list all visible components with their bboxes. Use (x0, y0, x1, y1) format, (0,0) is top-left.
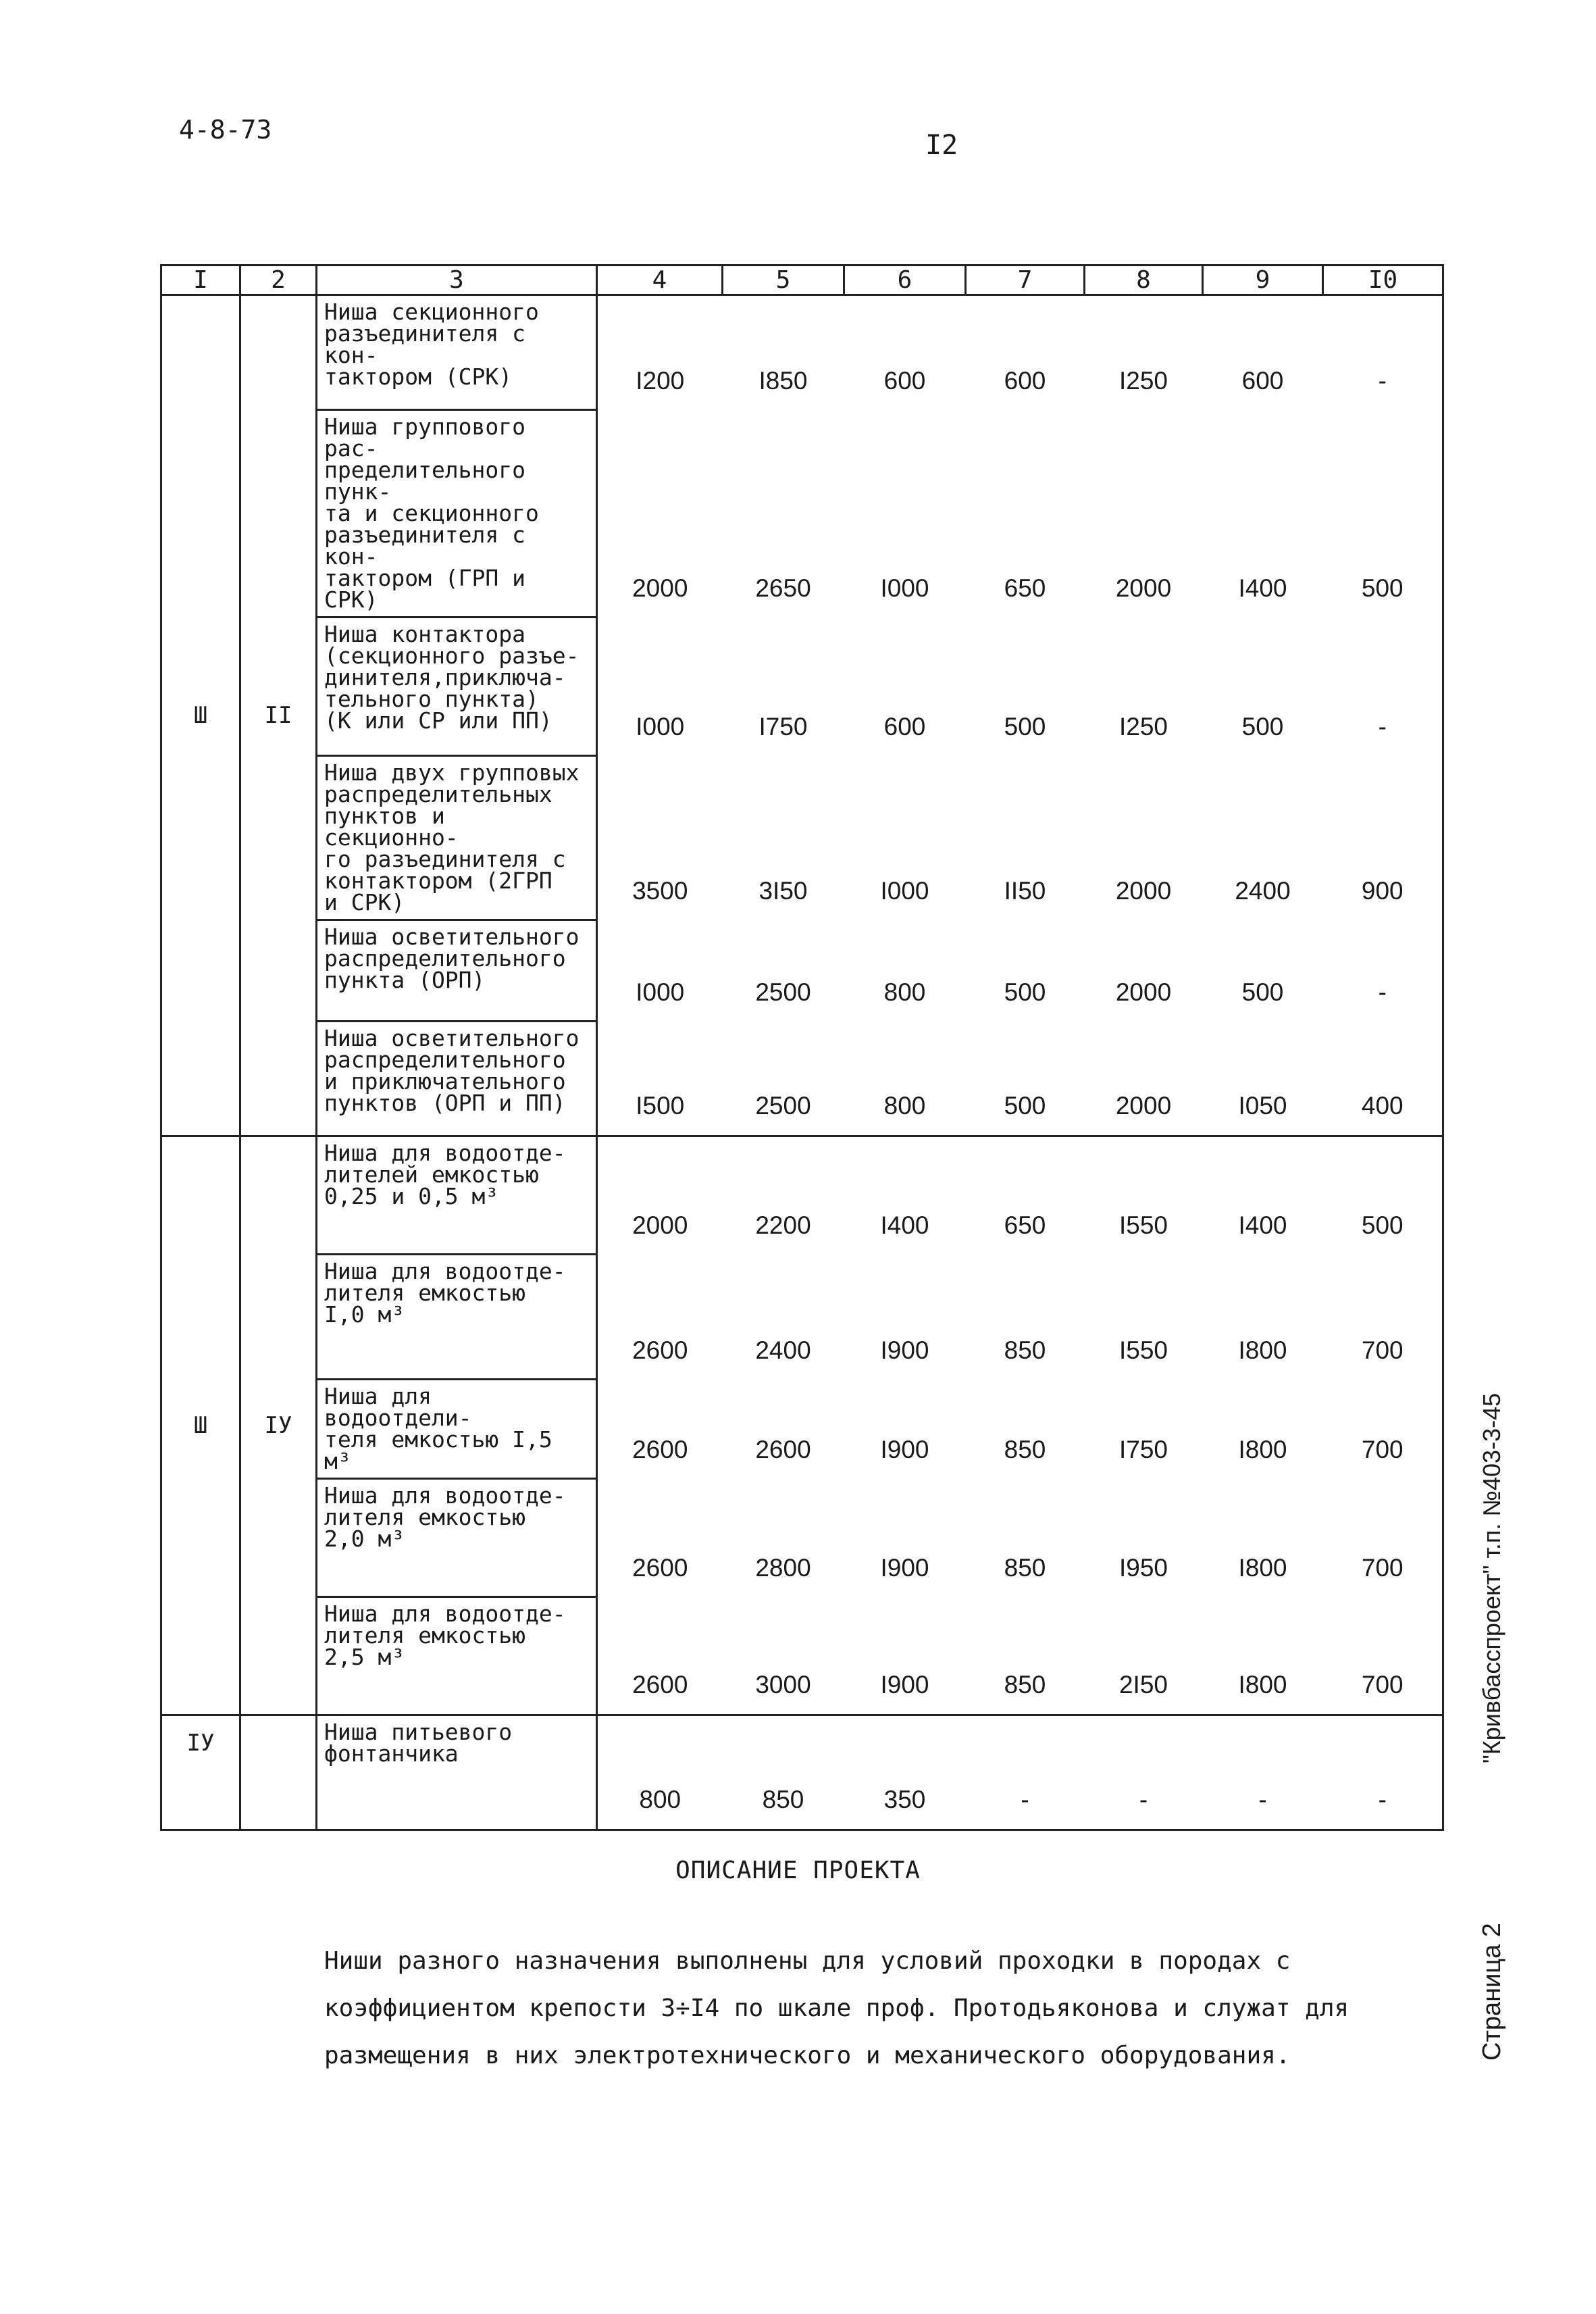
table-row (161, 1255, 1443, 1380)
col-header: I0 (1323, 266, 1443, 295)
value-cell: 800 (883, 978, 926, 1006)
item-description: Ниша секционного разъединителя с кон- тактором (СРК) (317, 295, 597, 410)
value-cell: 3500 (597, 756, 723, 920)
stamp-text: "Кривбасспроект" т.п. №403-3-45 (1478, 1392, 1505, 1763)
value-cell: 600 (883, 366, 926, 395)
col-header: I (161, 266, 240, 295)
col-header: 2 (240, 266, 317, 295)
value-cell: I550 (1118, 1211, 1168, 1239)
value-cell: 2600 (597, 1597, 723, 1715)
item-description: Ниша для водоотдели- теля емкостью I,5 м³ (317, 1380, 597, 1479)
col-header: 6 (844, 266, 966, 295)
value-cell: 650 (1004, 1211, 1046, 1239)
value-cell: 850 (1004, 1336, 1046, 1364)
value-cell: 700 (1323, 1380, 1443, 1479)
value-cell: 2600 (755, 1435, 811, 1463)
description-line: размещения в них электротехнического и механического оборудования. (324, 2042, 1291, 2069)
col-header: 8 (1085, 266, 1203, 295)
item-description: Ниша питьевого фонтанчика (317, 1715, 597, 1830)
side-stamp (1478, 1392, 1505, 1790)
col-header: 4 (597, 266, 723, 295)
value-cell: - (1323, 618, 1443, 756)
value-cell: 350 (844, 1715, 966, 1830)
table-row (161, 1380, 1443, 1479)
value-cell: I900 (844, 1597, 966, 1715)
value-cell: 2400 (755, 1336, 811, 1364)
value-cell: I900 (880, 1435, 929, 1463)
value-cell: 500 (1323, 1136, 1443, 1255)
value-cell: I800 (1238, 1553, 1287, 1582)
value-cell: 700 (1323, 1255, 1443, 1380)
value-cell: 600 (883, 712, 926, 740)
table-row (161, 1479, 1443, 1597)
value-cell: 2000 (1115, 978, 1172, 1006)
value-cell: - (1085, 1715, 1203, 1830)
value-cell: 600 (1004, 366, 1046, 395)
value-cell: I000 (880, 574, 929, 602)
document-code: 4-8-73 (179, 115, 272, 145)
subgroup-number-cell: II (240, 295, 317, 1136)
value-cell: 2600 (597, 1255, 723, 1380)
table-row (161, 410, 1443, 618)
description-line: коэффициентом крепости 3÷I4 по шкале проф. Протодьяконова и служат для (324, 1994, 1349, 2022)
subgroup-number-cell (240, 1715, 317, 1830)
col-header: 9 (1203, 266, 1323, 295)
value-cell: I250 (1118, 366, 1168, 395)
value-cell: - (1323, 920, 1443, 1022)
value-cell: 2000 (1115, 574, 1172, 602)
value-cell: - (1323, 1715, 1443, 1830)
value-cell: 850 (966, 1597, 1085, 1715)
value-cell: 2500 (755, 978, 811, 1006)
value-cell: 650 (1004, 574, 1046, 602)
value-cell: I200 (597, 295, 723, 410)
value-cell: 2000 (1085, 1022, 1203, 1136)
description-line: Ниши разного назначения выполнены для условий проходки в породах с (324, 1947, 1291, 1975)
section-number-cell: Ш (161, 295, 240, 1136)
value-cell: 2000 (1115, 876, 1172, 905)
value-cell: I000 (880, 876, 929, 905)
item-description: Ниша двух групповых распределительных пунктов и секционно- го разъединителя с контактором (2ГРП и СРК) (317, 756, 597, 920)
table-row (161, 295, 1443, 410)
col-header: 7 (966, 266, 1085, 295)
value-cell: 900 (1323, 756, 1443, 920)
table-row (161, 1597, 1443, 1715)
value-cell: I900 (880, 1336, 929, 1364)
value-cell: 2800 (755, 1553, 811, 1582)
value-cell: I050 (1203, 1022, 1323, 1136)
value-cell: - (966, 1715, 1085, 1830)
value-cell: 2400 (1235, 876, 1291, 905)
value-cell: 850 (1004, 1435, 1046, 1463)
section-number-cell: IУ (161, 1715, 240, 1830)
table-row (161, 1022, 1443, 1136)
value-cell: 700 (1323, 1597, 1443, 1715)
value-cell: II50 (1004, 876, 1046, 905)
value-cell: I800 (1238, 1336, 1287, 1364)
value-cell: 500 (1241, 978, 1284, 1006)
value-cell: 2500 (723, 1022, 844, 1136)
value-cell: I400 (880, 1211, 929, 1239)
value-cell: I900 (880, 1553, 929, 1582)
value-cell: I800 (1238, 1435, 1287, 1463)
item-description: Ниша для водоотде- лителя емкостью I,0 м³ (317, 1255, 597, 1380)
value-cell: I950 (1118, 1553, 1168, 1582)
table-row (161, 1136, 1443, 1255)
value-cell: 800 (597, 1715, 723, 1830)
value-cell: 500 (966, 1022, 1085, 1136)
table-row (161, 920, 1443, 1022)
value-cell: I750 (758, 712, 808, 740)
description-title: ОПИСАНИЕ ПРОЕКТА (675, 1857, 921, 1884)
item-description: Ниша осветительного распределительного и приключательного пунктов (ОРП и ПП) (317, 1022, 597, 1136)
value-cell: 800 (844, 1022, 966, 1136)
value-cell: 500 (1241, 712, 1284, 740)
value-cell: 700 (1323, 1479, 1443, 1597)
value-cell: I000 (597, 618, 723, 756)
value-cell: 2000 (597, 410, 723, 618)
value-cell: 500 (1004, 978, 1046, 1006)
value-cell: 500 (1004, 712, 1046, 740)
subgroup-number-cell: IУ (240, 1136, 317, 1715)
value-cell: 2000 (597, 1136, 723, 1255)
item-description: Ниша группового рас- пределительного пунк- та и секционного разъединителя с кон- тактором (ГРП и СРК) (317, 410, 597, 618)
value-cell: I250 (1118, 712, 1168, 740)
value-cell: - (1203, 1715, 1323, 1830)
item-description: Ниша для водоотде- лителей емкостью 0,25 и 0,5 м³ (317, 1136, 597, 1255)
col-header: 3 (317, 266, 597, 295)
item-description: Ниша для водоотде- лителя емкостью 2,0 м³ (317, 1479, 597, 1597)
section-number-cell: Ш (161, 1136, 240, 1715)
value-cell: 2600 (597, 1479, 723, 1597)
value-cell: 850 (1004, 1553, 1046, 1582)
value-cell: 3I50 (758, 876, 808, 905)
value-cell: I500 (597, 1022, 723, 1136)
item-description: Ниша для водоотде- лителя емкостью 2,5 м³ (317, 1597, 597, 1715)
value-cell: I750 (1118, 1435, 1168, 1463)
value-cell: 2600 (597, 1380, 723, 1479)
value-cell: 500 (1323, 410, 1443, 618)
table-row (161, 756, 1443, 920)
table-row (161, 1715, 1443, 1830)
value-cell: 3000 (723, 1597, 844, 1715)
value-cell: 400 (1323, 1022, 1443, 1136)
value-cell: I400 (1238, 574, 1287, 602)
value-cell: 850 (723, 1715, 844, 1830)
value-cell: I000 (597, 920, 723, 1022)
column-number-row (161, 266, 1443, 295)
item-description: Ниша осветительного распределительного пункта (ОРП) (317, 920, 597, 1022)
value-cell: I550 (1118, 1336, 1168, 1364)
value-cell: - (1323, 295, 1443, 410)
value-cell: 600 (1241, 366, 1284, 395)
side-page-text: Страница 2 (1478, 1923, 1506, 2061)
value-cell: I850 (758, 366, 808, 395)
value-cell: 2650 (755, 574, 811, 602)
value-cell: I400 (1238, 1211, 1287, 1239)
value-cell: 2200 (755, 1211, 811, 1239)
table-row (161, 618, 1443, 756)
item-description: Ниша контактора (секционного разъе- динителя,приключа- тельного пункта) (К или СР или ПП) (317, 618, 597, 756)
page-number: I2 (925, 130, 958, 161)
specification-table (160, 264, 1444, 1831)
value-cell: I800 (1203, 1597, 1323, 1715)
col-header: 5 (723, 266, 844, 295)
value-cell: 2I50 (1085, 1597, 1203, 1715)
